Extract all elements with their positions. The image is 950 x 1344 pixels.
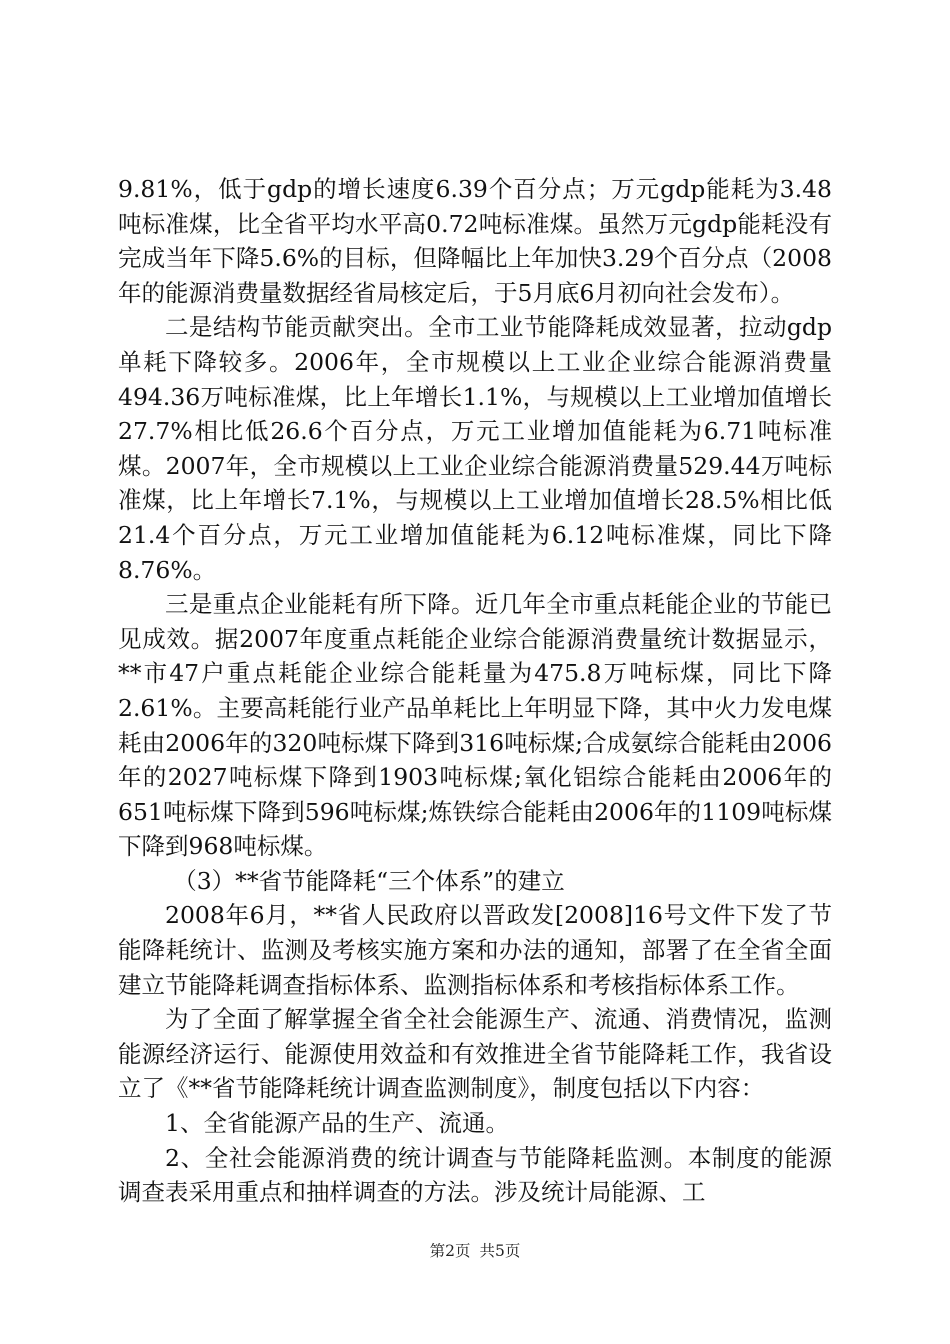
list-item-1: 1、全省能源产品的生产、流通。 — [165, 1109, 509, 1138]
paragraph-monitoring-system: 为了全面了解掌握全省全社会能源生产、流通、消费情况，监测能源经济运行、能源使用效益和有效推进全省节能降耗工作，我省设立了《**省节能降耗统计调查监测制度》，制度包括以下内容： — [118, 1005, 832, 1103]
page-number: 第2页 — [429, 1242, 471, 1260]
paragraph-structural-savings: 二是结构节能贡献突出。全市工业节能降耗成效显著，拉动gdp单耗下降较多。2006年，全市规模以上工业企业综合能源消费量494.36万吨标准煤，比上年增长1.1%，与规模以上工业增加值增长27.7%相比低26.6个百分点，万元工业增加值能耗为6.71吨标准煤。2007年，全市规模以上工业企业综合能源消费量529.44万吨标准煤，比上年增长7.1%，与规模以上工业增加值增长28.5%相比低21.4个百分点，万元工业增加值能耗为6.12吨标准煤，同比下降8.76%。 — [118, 313, 832, 584]
document-body — [118, 172, 832, 1210]
section-heading-three-systems: （3）**省节能降耗“三个体系”的建立 — [173, 866, 565, 895]
total-pages: 共5页 — [479, 1242, 521, 1260]
paragraph-key-enterprises: 三是重点企业能耗有所下降。近几年全市重点耗能企业的节能已见成效。据2007年度重点耗能企业综合能源消费量统计数据显示，**市47户重点耗能企业综合能耗量为475.8万吨标煤，同比下降2.61%。主要高耗能行业产品单耗比上年明显下降，其中火力发电煤耗由2006年的320吨标煤下降到316吨标煤;合成氨综合能耗由2006年的2027吨标煤下降到1903吨标煤;氧化铝综合能耗由2006年的651吨标煤下降到596吨标煤;炼铁综合能耗由2006年的1109吨标煤下降到968吨标煤。 — [118, 590, 832, 861]
page-footer — [0, 1239, 950, 1261]
paragraph-continuation: 9.81%，低于gdp的增长速度6.39个百分点；万元gdp能耗为3.48吨标准煤，比全省平均水平高0.72吨标准煤。虽然万元gdp能耗没有完成当年下降5.6%的目标，但降幅比上年加快3.29个百分点（2008年的能源消费量数据经省局核定后，于5月底6月初向社会发布）。 — [118, 175, 832, 307]
paragraph-government-notice: 2008年6月，**省人民政府以晋政发[2008]16号文件下发了节能降耗统计、监测及考核实施方案和办法的通知，部署了在全省全面建立节能降耗调查指标体系、监测指标体系和考核指标体系工作。 — [118, 901, 832, 999]
list-item-2: 2、全社会能源消费的统计调查与节能降耗监测。本制度的能源调查表采用重点和抽样调查的方法。涉及统计局能源、工 — [118, 1143, 832, 1207]
